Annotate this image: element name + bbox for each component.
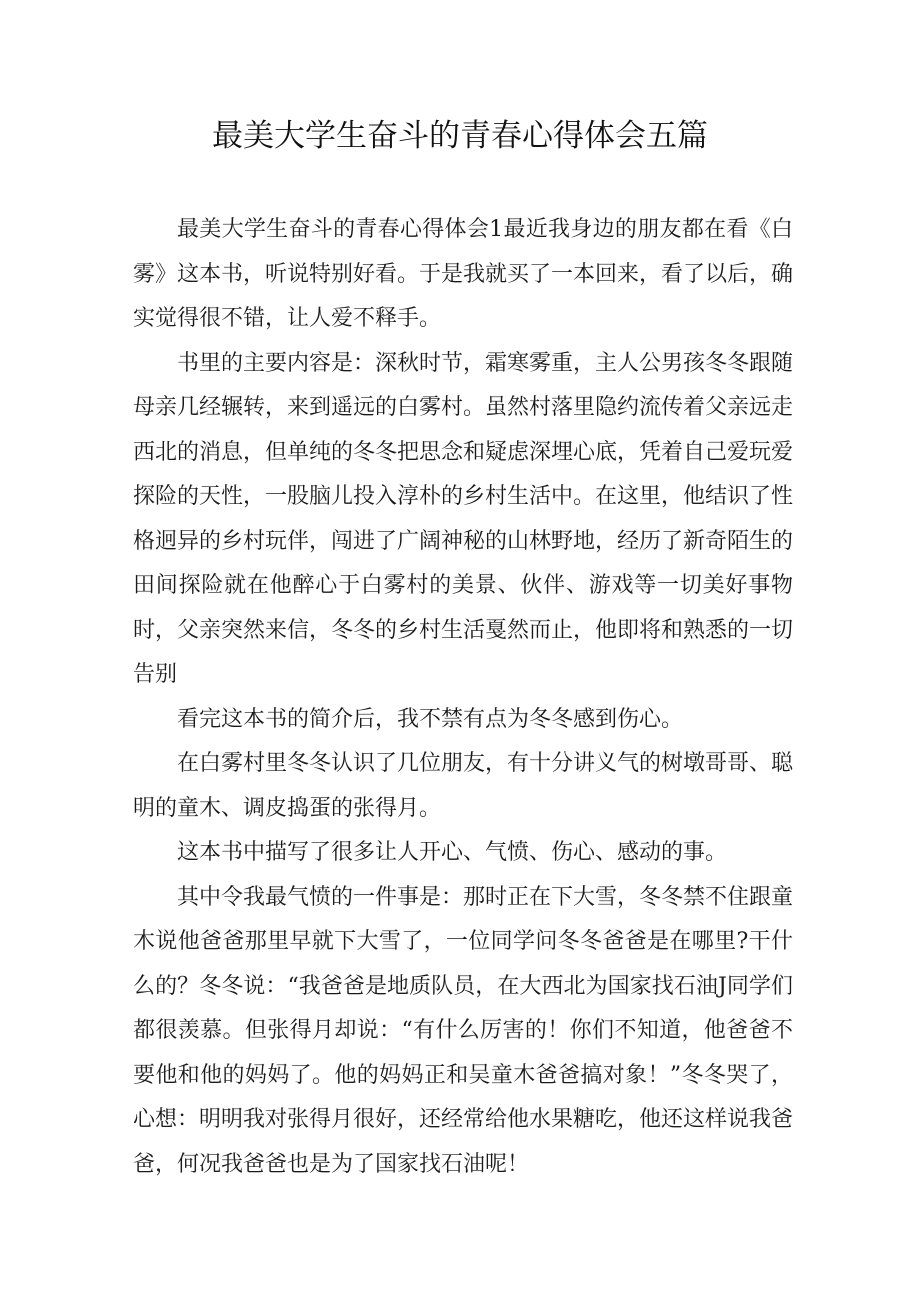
paragraph-4: 在白雾村里冬冬认识了几位朋友，有十分讲义气的树墩哥哥、聪明的童木、调皮捣蛋的张得月。 bbox=[133, 751, 794, 821]
paragraph-2: 书里的主要内容是：深秋时节，霜寒雾重，主人公男孩冬冬跟随母亲几经辗转，来到遥远的白雾村。虽然村落里隐约流传着父亲远走西北的消息，但单纯的冬冬把思念和疑虑深埋心底，凭着自己爱玩爱探险的天性，一股脑儿投入淳朴的乡村生活中。在这里，他结识了性格迥异的乡村玩伴，闯进了广阔神秘的山林野地，经历了新奇陌生的田间探险就在他醉心于白雾村的美景、伙伴、游戏等一切美好事物时，父亲突然来信，冬冬的乡村生活戛然而止，他即将和熟悉的一切告别 bbox=[133, 350, 794, 687]
paragraph-1: 最美大学生奋斗的青春心得体会1最近我身边的朋友都在看《白雾》这本书，听说特别好看。于是我就买了一本回来，看了以后，确实觉得很不错，让人爱不释手。 bbox=[133, 217, 794, 331]
paragraph-6: 其中令我最气愤的一件事是：那时正在下大雪，冬冬禁不住跟童木说他爸爸那里早就下大雪了，一位同学问冬冬爸爸是在哪里?干什么的？冬冬说：“我爸爸是地质队员，在大西北为国家找石油J同学们都很羡慕。但张得月却说：“有什么厉害的！你们不知道，他爸爸不要他和他的妈妈了。他的妈妈正和吴童木爸爸搞对象！”冬冬哭了，心想：明明我对张得月很好，还经常给他水果糖吃，他还这样说我爸爸，何况我爸爸也是为了国家找石油呢！ bbox=[133, 884, 794, 1177]
paragraph-5: 这本书中描写了很多让人开心、气愤、伤心、感动的事。 bbox=[177, 840, 728, 865]
document-body bbox=[133, 208, 793, 1187]
paragraph-3: 看完这本书的简介后，我不禁有点为冬冬感到伤心。 bbox=[177, 706, 684, 732]
document-title: 最美大学生奋斗的青春心得体会五篇 bbox=[212, 118, 708, 154]
